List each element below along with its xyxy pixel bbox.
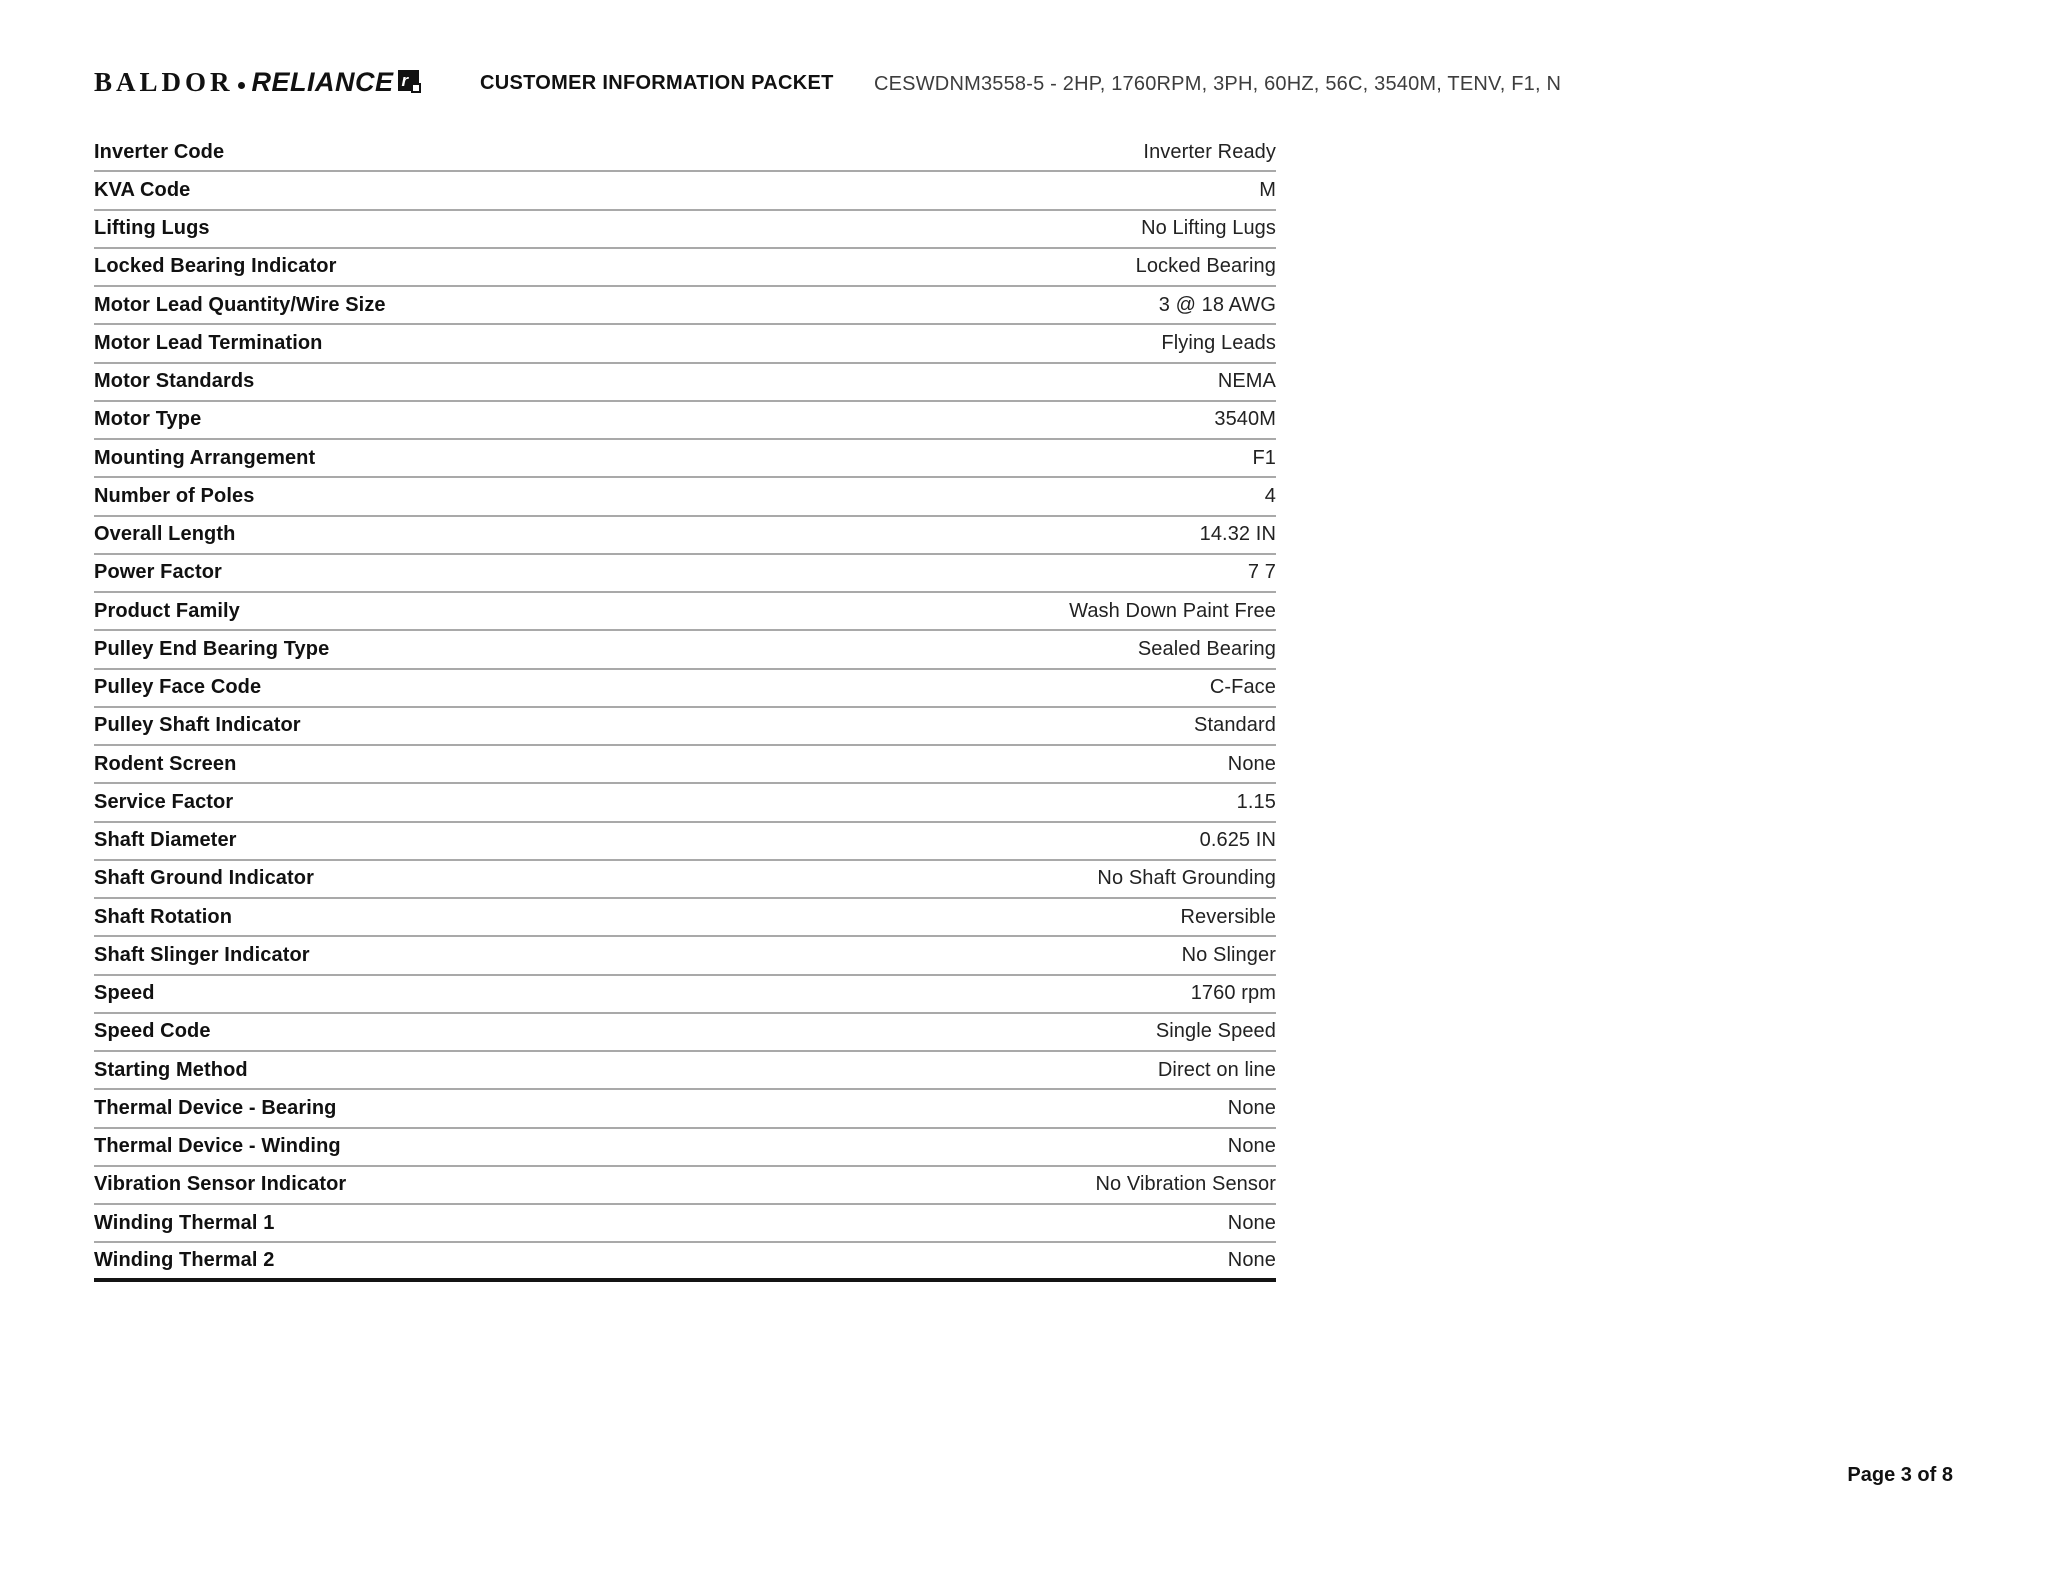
spec-label: Overall Length [94,523,236,546]
table-row [94,861,1276,899]
spec-label: Speed Code [94,1020,211,1043]
table-row [94,1129,1276,1167]
table-row [94,1052,1276,1090]
table-row [94,746,1276,784]
table-row [94,1205,1276,1243]
spec-label: Pulley Shaft Indicator [94,714,301,737]
spec-value: None [1227,1135,1276,1158]
logo-separator-dot-icon [238,82,245,89]
spec-value: Wash Down Paint Free [1069,599,1276,622]
table-row [94,517,1276,555]
spec-label: Locked Bearing Indicator [94,255,337,278]
document-header [0,0,2048,110]
spec-value: 0.625 IN [1199,829,1276,852]
spec-value: Inverter Ready [1143,140,1276,163]
spec-label: Speed [94,982,155,1005]
spec-label: Winding Thermal 1 [94,1211,275,1234]
spec-label: KVA Code [94,178,191,201]
spec-value: Standard [1194,714,1276,737]
spec-value: 14.32 IN [1199,523,1276,546]
spec-label: Inverter Code [94,140,225,163]
spec-label: Shaft Diameter [94,829,237,852]
table-row [94,172,1276,210]
spec-label: Winding Thermal 2 [94,1248,275,1271]
spec-label: Pulley End Bearing Type [94,637,330,660]
table-row [94,555,1276,593]
spec-value: Locked Bearing [1135,255,1276,278]
spec-label: Motor Type [94,408,202,431]
table-row [94,899,1276,937]
table-row [94,440,1276,478]
spec-value: 4 [1264,484,1276,507]
baldor-reliance-logo [94,67,419,99]
spec-label: Vibration Sensor Indicator [94,1173,347,1196]
table-row [94,1090,1276,1128]
spec-label: Shaft Slinger Indicator [94,943,310,966]
spec-label: Rodent Screen [94,752,237,775]
table-row [94,1243,1276,1281]
spec-label: Service Factor [94,790,234,813]
spec-label: Number of Poles [94,484,255,507]
logo-baldor-text: BALDOR [94,67,234,97]
table-row [94,287,1276,325]
spec-table [94,134,1276,1282]
table-row [94,1014,1276,1052]
spec-value: 1760 rpm [1190,982,1276,1005]
table-row [94,1167,1276,1205]
spec-label: Motor Lead Quantity/Wire Size [94,293,386,316]
spec-value: None [1227,1211,1276,1234]
spec-label: Shaft Rotation [94,905,233,928]
table-row [94,325,1276,363]
spec-label: Starting Method [94,1058,248,1081]
spec-label: Mounting Arrangement [94,446,316,469]
table-row [94,823,1276,861]
reliance-r-glyph: r [401,71,409,90]
table-row [94,211,1276,249]
page-number: Page 3 of 8 [1847,1464,1953,1486]
spec-value: None [1227,1248,1276,1271]
table-row [94,976,1276,1014]
table-row [94,364,1276,402]
spec-value: No Slinger [1181,943,1276,966]
spec-label: Motor Lead Termination [94,331,323,354]
document-title: CUSTOMER INFORMATION PACKET [480,72,834,94]
spec-value: C-Face [1209,676,1276,699]
spec-label: Lifting Lugs [94,217,210,240]
table-row [94,593,1276,631]
spec-value: 3 @ 18 AWG [1158,293,1276,316]
spec-label: Motor Standards [94,370,255,393]
spec-label: Shaft Ground Indicator [94,867,314,890]
spec-value: None [1227,1096,1276,1119]
spec-value: No Lifting Lugs [1141,217,1276,240]
spec-value: Reversible [1180,905,1276,928]
table-row [94,478,1276,516]
spec-value: Sealed Bearing [1137,637,1276,660]
spec-value: None [1227,752,1276,775]
spec-label: Thermal Device - Winding [94,1135,341,1158]
spec-label: Power Factor [94,561,222,584]
table-row [94,670,1276,708]
spec-label: Pulley Face Code [94,676,262,699]
table-row [94,249,1276,287]
spec-value: Single Speed [1155,1020,1276,1043]
reliance-r-mark-icon [398,70,419,91]
spec-value: No Shaft Grounding [1097,867,1276,890]
spec-value: 7 7 [1247,561,1276,584]
logo-reliance-text: RELIANCE [251,67,394,97]
table-row [94,631,1276,669]
spec-label: Product Family [94,599,240,622]
spec-value: 1.15 [1236,790,1276,813]
spec-value: Flying Leads [1161,331,1276,354]
spec-value: 3540M [1214,408,1276,431]
spec-value: F1 [1252,446,1276,469]
table-row [94,402,1276,440]
table-row [94,708,1276,746]
spec-value: No Vibration Sensor [1095,1173,1276,1196]
spec-value: Direct on line [1157,1058,1276,1081]
spec-value: NEMA [1217,370,1276,393]
spec-value: M [1259,178,1276,201]
table-row [94,937,1276,975]
product-spec-line: CESWDNM3558-5 - 2HP, 1760RPM, 3PH, 60HZ, 56C, 3540M, TENV, F1, N [874,73,1562,95]
spec-label: Thermal Device - Bearing [94,1096,337,1119]
table-row [94,134,1276,172]
table-row [94,784,1276,822]
